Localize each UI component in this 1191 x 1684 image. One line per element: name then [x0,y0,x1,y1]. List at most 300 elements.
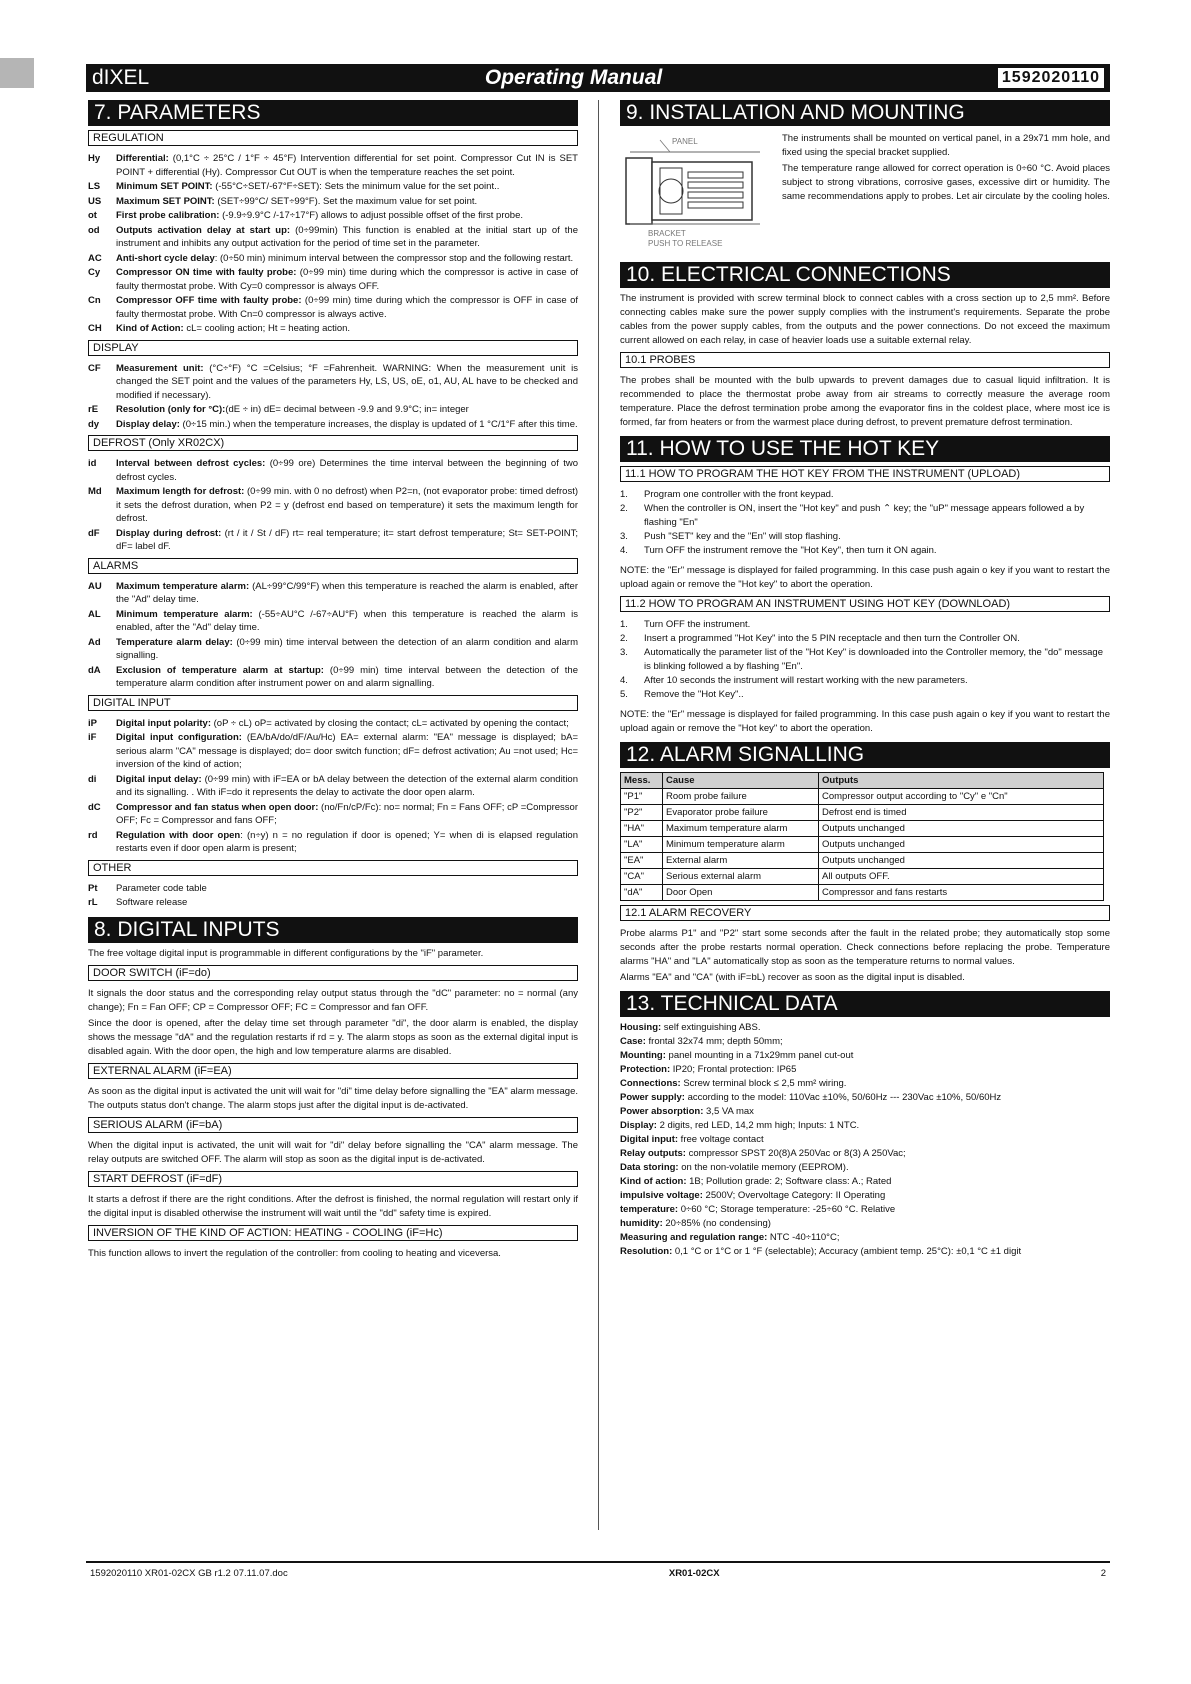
alarm-outputs: Compressor output according to "Cy" e "Cn" [819,789,1104,805]
param-text: (EA/bA/do/dF/Au/Hc) EA= external alarm: "EA" message is displayed; bA= serious alarm "CA" message is displayed; do= door switch function; dF= defrost activation; Au =not used; Hc= inversion of the kind of action; [116,732,579,770]
left-column [88,100,578,1261]
tech-key: impulsive voltage: [620,1190,703,1201]
alarm-table [620,772,1104,901]
tech-key: Measuring and regulation range: [620,1232,768,1243]
param-row-us [88,195,578,209]
param-row-ad [88,636,578,663]
col-cause: Cause [663,773,819,789]
alarm-outputs: Outputs unchanged [819,837,1104,853]
param-text: : (n÷y) n = no regulation if door is opened; Y= when di is elapsed regulation restarts even if door open alarm is present; [116,829,578,854]
step-item [620,502,1110,530]
step-text: Automatically the parameter list of the "Hot Key" is downloaded into the Controller memory, the "do" message is blinking followed a by flashing "En". [644,647,1103,672]
alarm-cause: External alarm [663,853,819,869]
doc-code: 1592020110 [998,68,1104,88]
recovery-heading: 12.1 ALARM RECOVERY [620,905,1110,921]
step-number: 1. [620,489,628,500]
mounting-diagram-icon [620,132,770,252]
tech-value: NTC -40÷110°C; [767,1232,840,1243]
param-name: Temperature alarm delay: [116,636,233,648]
tech-line [620,1245,1110,1259]
alarm-cause: Minimum temperature alarm [663,837,819,853]
start-defrost-heading: START DEFROST (iF=dF) [88,1171,578,1187]
upload-note: NOTE: the "Er" message is displayed for failed programming. In this case push again o key if you want to restart the upload again or remove the "Hot key" to abort the operation. [620,565,1110,590]
fig-bracket-label: BRACKET [648,229,686,238]
param-name: Measurement unit: [116,362,204,374]
param-code: id [88,458,97,469]
alarm-cause: Door Open [663,885,819,901]
param-row-od [88,224,578,251]
param-code: AC [88,252,102,264]
tech-value: self extinguishing ABS. [661,1022,761,1033]
section-10-title: 10. ELECTRICAL CONNECTIONS [620,262,1110,288]
param-code: Hy [88,153,101,164]
defrost-list [88,457,578,554]
param-name: Compressor OFF time with faulty probe: [116,295,302,306]
param-text: (0÷99 min) time during which the compressor is active in case of faulty thermostat probe. With Cy=0 compressor is always OFF. [116,267,578,292]
alarm-row [621,837,1104,853]
param-desc [116,209,578,223]
electrical-p1: The instrument is provided with screw terminal block to connect cables with a cross section up to 2,5 mm². Before connecting cables make sure the power supply complies with the instrument's requirements. Separate the probe cables from the power supply cables, from the outputs and the power connections. Do not exceed the maximum current allowed on each relay, in case of heavier loads use a suitable external relay. [620,293,1110,346]
step-text: After 10 seconds the instrument will restart working with the new parameters. [644,675,968,686]
display-heading: DISPLAY [88,340,578,356]
param-desc [116,801,578,828]
step-item [620,530,1110,544]
tech-line [620,1217,1110,1231]
tech-key: Case: [620,1036,646,1047]
param-row-if [88,731,578,772]
param-name: Minimum SET POINT: [116,181,213,192]
param-text: (0,1°C ÷ 25°C / 1°F ÷ 45°F) Intervention differential for set point. Compressor Cut IN is SET POINT + differential (Hy). Compressor Cut OUT is when the temperature reaches the set point. [116,153,578,178]
param-desc [116,773,578,800]
param-code: iF [88,732,97,743]
step-number: 3. [620,531,628,542]
fig-push-label: PUSH TO RELEASE [648,239,723,248]
tech-value: 2 digits, red LED, 14,2 mm high; Inputs: 1 NTC. [656,1120,860,1131]
tech-line [620,1189,1110,1203]
param-code: dF [88,527,100,539]
param-code: AU [88,580,102,592]
param-text: (rt / it / St / dF) rt= real temperature; it= start defrost temperature; St= SET-POINT; dF= label dF. [116,527,578,552]
param-code: rL [88,897,98,908]
step-number: 3. [620,647,628,658]
param-row-md [88,485,578,526]
footer-model: XR01-02CX [668,1568,720,1579]
param-name: Differential: [116,153,169,164]
door-switch-p1: It signals the door status and the corresponding relay output status through the "dC" parameter: no = normal (any change); Fn = Fan OFF; CP = Compressor OFF; FC = Compressor and fan OFF. [88,987,578,1013]
param-row-ch [88,322,578,336]
param-row-cy [88,266,578,293]
col-outputs: Outputs [819,773,1104,789]
alarm-cause: Evaporator probe failure [663,805,819,821]
section-11-title: 11. HOW TO USE THE HOT KEY [620,436,1110,462]
tech-value: according to the model: 110Vac ±10%, 50/60Hz --- 230Vac ±10%, 50/60Hz [684,1092,1002,1103]
other-list [88,882,578,910]
param-name: Digital input configuration: [116,732,242,743]
param-row-rd [88,829,578,856]
param-row-ot [88,209,578,223]
param-text: (0÷99min) This function is enabled at the initial start up of the instrument and inhibits any output activation for the period of time set in the parameter. [116,224,578,249]
tech-key: Power supply: [620,1092,685,1103]
param-code: rE [88,404,99,415]
tech-line [620,1035,1110,1049]
param-row-hy [88,152,578,179]
param-row-al [88,608,578,635]
param-text: (SET÷99°C/ SET÷99°F). Set the maximum value for set point. [214,195,478,207]
step-text: Turn OFF the instrument. [644,619,751,630]
param-name: Resolution (only for °C): [116,404,226,415]
tech-value: 0,1 °C or 1°C or 1 °F (selectable); Accuracy (ambient temp. 25°C): ±0,1 °C ±1 digit [672,1246,1022,1257]
door-switch-heading: DOOR SWITCH (iF=do) [88,965,578,981]
external-alarm-heading: EXTERNAL ALARM (iF=EA) [88,1063,578,1079]
param-desc [116,485,578,526]
tech-line [620,1105,1110,1119]
param-code: LS [88,181,101,192]
step-item [620,674,1110,688]
param-row-id [88,457,578,484]
param-code: dA [88,664,101,676]
alarms-heading: ALARMS [88,558,578,574]
param-text: (0÷99 min) with iF=EA or bA delay between the detection of the external alarm condition and its signalling. . With iF=do it represents the delay to activate the door open alarm. [116,773,578,798]
section-7-title: 7. PARAMETERS [88,100,578,126]
tech-key: Kind of action: [620,1176,687,1187]
alarm-mess: "dA" [621,885,663,901]
upload-steps [620,488,1110,558]
param-desc [116,882,578,896]
step-text: Insert a programmed "Hot Key" into the 5 PIN receptacle and then turn the Controller ON. [644,633,1020,644]
param-desc [116,829,578,856]
param-row-rl [88,896,578,910]
param-text: : (0÷50 min) minimum interval between the compressor stop and the following restart. [214,252,574,264]
param-desc [116,195,578,209]
tech-line [620,1161,1110,1175]
alarm-row [621,789,1104,805]
alarm-cause: Room probe failure [663,789,819,805]
param-name: Maximum temperature alarm: [116,580,250,592]
param-name: Minimum temperature alarm: [116,608,253,620]
param-desc [116,527,578,554]
upload-heading: 11.1 HOW TO PROGRAM THE HOT KEY FROM THE INSTRUMENT (UPLOAD) [620,466,1110,482]
param-text: (0÷99 min) time interval between the detection of an alarm condition and alarm signalling. [116,636,579,661]
param-name: Maximum SET POINT: [116,195,215,207]
tech-line [620,1091,1110,1105]
param-desc [116,224,578,251]
param-text: (-9.9÷9.9°C /-17÷17°F) allows to adjust possible offset of the first probe. [219,210,523,221]
param-desc [116,362,578,403]
step-number: 1. [620,619,628,630]
serious-alarm-p1: When the digital input is activated, the unit will wait for "di" delay before signalling the "CA" alarm message. The relay outputs are switched OFF. The alarm will stop as soon as the digital input is de-activated. [88,1139,578,1165]
param-text: (no/Fn/cP/Fc): no= normal; Fn = Fans OFF; cP =Compressor OFF; Fc = Compressor and fans OFF; [116,801,578,826]
param-code: ot [88,210,97,221]
tech-value: on the non-volatile memory (EEPROM). [678,1162,849,1173]
tech-value: 20÷85% (no condensing) [662,1218,771,1229]
param-desc [116,266,578,293]
footer [90,1568,1106,1579]
param-row-da [88,664,578,691]
param-row-dc [88,801,578,828]
step-item [620,544,1110,558]
param-desc [116,418,578,432]
param-row-di [88,773,578,800]
alarm-cause: Serious external alarm [663,869,819,885]
param-text: (°C÷°F) °C =Celsius; °F =Fahrenheit. WARNING: When the measurement unit is changed the SET point and the values of the parameters Hy, LS, US, oE, o1, AU, AL have to be checked and modified if necessary). [116,362,578,401]
param-name: Interval between defrost cycles: [116,458,266,469]
step-item [620,632,1110,646]
tech-key: Connections: [620,1078,681,1089]
param-desc [116,457,578,484]
param-name: Maximum length for defrost: [116,486,245,497]
step-text: Turn OFF the instrument remove the "Hot Key", then turn it ON again. [644,545,937,556]
param-name: Compressor ON time with faulty probe: [116,267,297,278]
tech-value: panel mounting in a 71x29mm panel cut-out [665,1050,854,1061]
alarm-row [621,869,1104,885]
door-switch-p2: Since the door is opened, after the delay time set through parameter "di", the door alarm is enabled, the display shows the message "dA" and the regulation restarts if rd = y. The alarm stops as soon as the external digital input is disabled again. With the door open, the high and low temperature alarms are disabled. [88,1017,578,1057]
tech-line [620,1021,1110,1035]
regulation-heading: REGULATION [88,130,578,146]
alarm-cause: Maximum temperature alarm [663,821,819,837]
brand-logo: dIXEL [92,66,150,89]
external-alarm-p1: As soon as the digital input is activated the unit will wait for "di" time delay before signalling the "EA" alarm message. The outputs status don't change. The alarm stops just after the digital input is de-activated. [88,1085,578,1111]
step-number: 5. [620,689,628,700]
tech-line [620,1133,1110,1147]
step-item [620,688,1110,702]
alarm-row [621,821,1104,837]
tech-key: Mounting: [620,1050,666,1061]
digital-inputs-intro: The free voltage digital input is programmable in different configurations by the "iF" parameter. [88,947,484,959]
param-code: CF [88,362,101,374]
param-desc [116,252,578,266]
tech-line [620,1203,1110,1217]
param-text: (0÷99 min) time interval between the detection of the temperature alarm condition after instrument power on and alarm signalling. [116,664,579,689]
param-name: Kind of Action: [116,323,184,334]
tech-key: Digital input: [620,1134,679,1145]
start-defrost-p1: It starts a defrost if there are the right conditions. After the defrost is finished, the normal regulation will restart only if the digital input is disabled otherwise the instrument will wait until the "dd" safety time is expired. [88,1193,578,1219]
digital-input-list [88,717,578,856]
other-heading: OTHER [88,860,578,876]
tech-value: Screw terminal block ≤ 2,5 mm² wiring. [680,1078,847,1089]
section-12-title: 12. ALARM SIGNALLING [620,742,1110,768]
recovery-p1: Probe alarms P1" and "P2" start some seconds after the fault in the related probe; they automatically stop some seconds after the probe restarts normal operation. Check connections before replacing the probe. Temperature alarms "HA" and "LA" automatically stop as soon as the temperature returns to normal values. [620,928,1110,967]
param-desc [116,403,578,417]
param-desc [116,580,578,607]
param-desc [116,731,578,772]
param-desc [116,152,578,179]
param-text: (-55÷AU°C /-67÷AU°F) when this temperature is reached the alarm is enabled, after the "Ad" delay time. [116,608,578,633]
footer-file: 1592020110 XR01-02CX GB r1.2 07.11.07.doc [90,1568,288,1579]
param-row-au [88,580,578,607]
tech-key: Power absorption: [620,1106,704,1117]
probes-p: The probes shall be mounted with the bulb upwards to prevent damages due to casual liquid infiltration. It is recommended to place the thermostat probe away from air streams to correctly measure the average room temperature. Place the defrost termination probe among the evaporator fins in the coldest place, where most ice is formed, far from heaters or from the warmest place during defrost, to prevent premature defrost termination. [620,375,1110,428]
param-name: Digital input polarity: [116,717,211,729]
alarm-mess: "P1" [621,789,663,805]
param-code: Cn [88,295,101,306]
step-item [620,646,1110,674]
param-code: Md [88,486,102,497]
alarm-mess: "P2" [621,805,663,821]
param-code: Ad [88,636,101,648]
param-text: (oP ÷ cL) oP= activated by closing the contact; cL= activated by opening the contact; [211,717,569,729]
defrost-heading: DEFROST (Only XR02CX) [88,435,578,451]
step-number: 2. [620,633,628,644]
probes-heading: 10.1 PROBES [620,352,1110,368]
alarm-outputs: Compressor and fans restarts [819,885,1104,901]
footer-page-number: 2 [1100,1568,1106,1579]
section-13-title: 13. TECHNICAL DATA [620,991,1110,1017]
digital-input-heading: DIGITAL INPUT [88,695,578,711]
section-8-title: 8. DIGITAL INPUTS [88,917,578,943]
step-number: 4. [620,675,628,686]
param-name: Display delay: [116,418,180,430]
param-row-dy [88,418,578,432]
tech-line [620,1175,1110,1189]
tech-key: Protection: [620,1064,671,1075]
col-mess: Mess. [621,773,663,789]
param-name: Compressor and fan status when open door: [116,801,319,813]
tech-line [620,1077,1110,1091]
tech-key: Display: [620,1120,657,1131]
param-text: cL= cooling action; Ht = heating action. [183,323,351,334]
param-desc [116,322,578,336]
alarm-mess: "EA" [621,853,663,869]
param-code: CH [88,323,102,334]
param-code: rd [88,829,98,841]
param-row-ls [88,180,578,194]
alarm-mess: "HA" [621,821,663,837]
param-name: Outputs activation delay at start up: [116,224,291,236]
param-name: Digital input delay: [116,773,202,785]
alarm-row [621,885,1104,901]
param-row-pt [88,882,578,896]
inversion-p1: This function allows to invert the regulation of the controller: from cooling to heating and viceversa. [88,1247,501,1259]
param-text: (0÷99 ore) Determines the time interval between the beginning of two defrost cycles. [116,458,579,483]
param-code: US [88,195,102,207]
param-text: (0÷99 min) time during which the compressor is OFF in case of faulty thermostat probe. With Cn=0 compressor is always active. [116,295,578,320]
alarm-outputs: All outputs OFF. [819,869,1104,885]
param-desc [116,636,578,663]
tech-value: 1B; Pollution grade: 2; Software class: A.; Rated [686,1176,892,1187]
installation-p2: The temperature range allowed for correct operation is 0÷60 °C. Avoid places subject to strong vibrations, corrosive gases, excessive dirt or humidity. The same recommendations apply to probes. Let air circulate by the cooling holes. [782,163,1110,202]
mounting-figure [620,132,1110,252]
tech-value: compressor SPST 20(8)A 250Vac or 8(3) A 250Vac; [685,1148,906,1159]
param-row-df [88,527,578,554]
tech-value: IP20; Frontal protection: IP65 [670,1064,797,1075]
alarm-row [621,805,1104,821]
tech-line [620,1049,1110,1063]
tech-value: 3,5 VA max [703,1106,754,1117]
param-row-ac [88,252,578,266]
alarm-outputs: Outputs unchanged [819,821,1104,837]
param-desc [116,664,578,691]
download-note: NOTE: the "Er" message is displayed for failed programming. In this case push again o key if you want to restart the upload again or remove the "Hot key" to abort the operation. [620,709,1110,734]
header-bar [86,64,1110,92]
param-text: (dE ÷ in) dE= decimal between -9.9 and 9.9°C; in= integer [225,404,469,415]
tech-key: humidity: [620,1218,663,1229]
alarm-mess: "LA" [621,837,663,853]
tech-line [620,1119,1110,1133]
manual-title: Operating Manual [484,66,663,89]
tech-key: Relay outputs: [620,1148,686,1159]
step-item [620,618,1110,632]
param-text: (0÷99 min. with 0 no defrost) when P2=n, (not evaporator probe: timed defrost) it sets the defrost duration, when P2 = y (defrost end based on temperature) it sets the maximum length for defrost. [116,486,578,524]
param-row-re [88,403,578,417]
param-name: Display during defrost: [116,527,222,539]
param-text: (-55°C÷SET/-67°F÷SET): Sets the minimum value for the set point.. [212,181,500,192]
param-code: dC [88,801,101,813]
param-text: Parameter code table [116,882,207,894]
footer-rule [86,1561,1110,1563]
step-text: When the controller is ON, insert the "Hot key" and push ⌃ key; the "uP" message appears followed a by flashing "En" [644,503,1085,528]
param-name: Regulation with door open [116,829,241,841]
page-edge-tab [0,58,34,88]
alarms-list [88,580,578,691]
param-name: Exclusion of temperature alarm at startup: [116,664,324,676]
serious-alarm-heading: SERIOUS ALARM (iF=bA) [88,1117,578,1133]
param-code: AL [88,608,101,620]
recovery-p2: Alarms "EA" and "CA" (with iF=bL) recover as soon as the digital input is disabled. [620,972,965,983]
step-item [620,488,1110,502]
param-code: od [88,224,100,236]
step-number: 2. [620,503,628,514]
tech-value: frontal 32x74 mm; depth 50mm; [645,1036,783,1047]
alarm-table-header [621,773,1104,789]
tech-key: temperature: [620,1204,679,1215]
param-code: iP [88,717,97,729]
param-desc [116,180,578,194]
param-desc [116,608,578,635]
param-text: (AL÷99°C/99°F) when this temperature is reached the alarm is enabled, after the "Ad" delay time. [116,580,578,605]
installation-p1: The instruments shall be mounted on vertical panel, in a 29x71 mm hole, and fixed using the special bracket supplied. [782,133,1110,158]
tech-value: 2500V; Overvoltage Category: II Operating [702,1190,886,1201]
alarm-outputs: Defrost end is timed [819,805,1104,821]
column-divider [598,100,599,1530]
param-name: Anti-short cycle delay [116,252,215,264]
alarm-outputs: Outputs unchanged [819,853,1104,869]
param-row-ip [88,717,578,731]
alarm-row [621,853,1104,869]
step-text: Push "SET" key and the "En" will stop flashing. [644,531,841,542]
tech-key: Housing: [620,1022,662,1033]
step-number: 4. [620,545,628,556]
inversion-heading: INVERSION OF THE KIND OF ACTION: HEATING - COOLING (iF=Hc) [88,1225,578,1241]
technical-data-list [620,1021,1110,1259]
param-text: Software release [116,897,188,908]
tech-line [620,1063,1110,1077]
regulation-list [88,152,578,336]
tech-value: free voltage contact [678,1134,764,1145]
param-code: di [88,773,97,785]
param-desc [116,717,578,731]
display-list [88,362,578,432]
param-desc [116,294,578,321]
param-text: (0÷15 min.) when the temperature increases, the display is updated of 1 °C/1°F after this time. [179,418,578,430]
right-column [620,100,1110,1259]
tech-line [620,1231,1110,1245]
tech-key: Data storing: [620,1162,679,1173]
param-name: First probe calibration: [116,210,220,221]
param-row-cn [88,294,578,321]
tech-key: Resolution: [620,1246,673,1257]
param-code: Pt [88,882,98,894]
section-9-title: 9. INSTALLATION AND MOUNTING [620,100,1110,126]
fig-panel-label: PANEL [672,137,698,146]
download-steps [620,618,1110,702]
param-desc [116,896,578,910]
download-heading: 11.2 HOW TO PROGRAM AN INSTRUMENT USING HOT KEY (DOWNLOAD) [620,596,1110,612]
tech-value: 0÷60 °C; Storage temperature: -25÷60 °C. Relative [678,1204,896,1215]
step-text: Program one controller with the front keypad. [644,489,834,500]
param-row-cf [88,362,578,403]
param-code: Cy [88,267,101,278]
step-text: Remove the "Hot Key".. [644,689,744,700]
